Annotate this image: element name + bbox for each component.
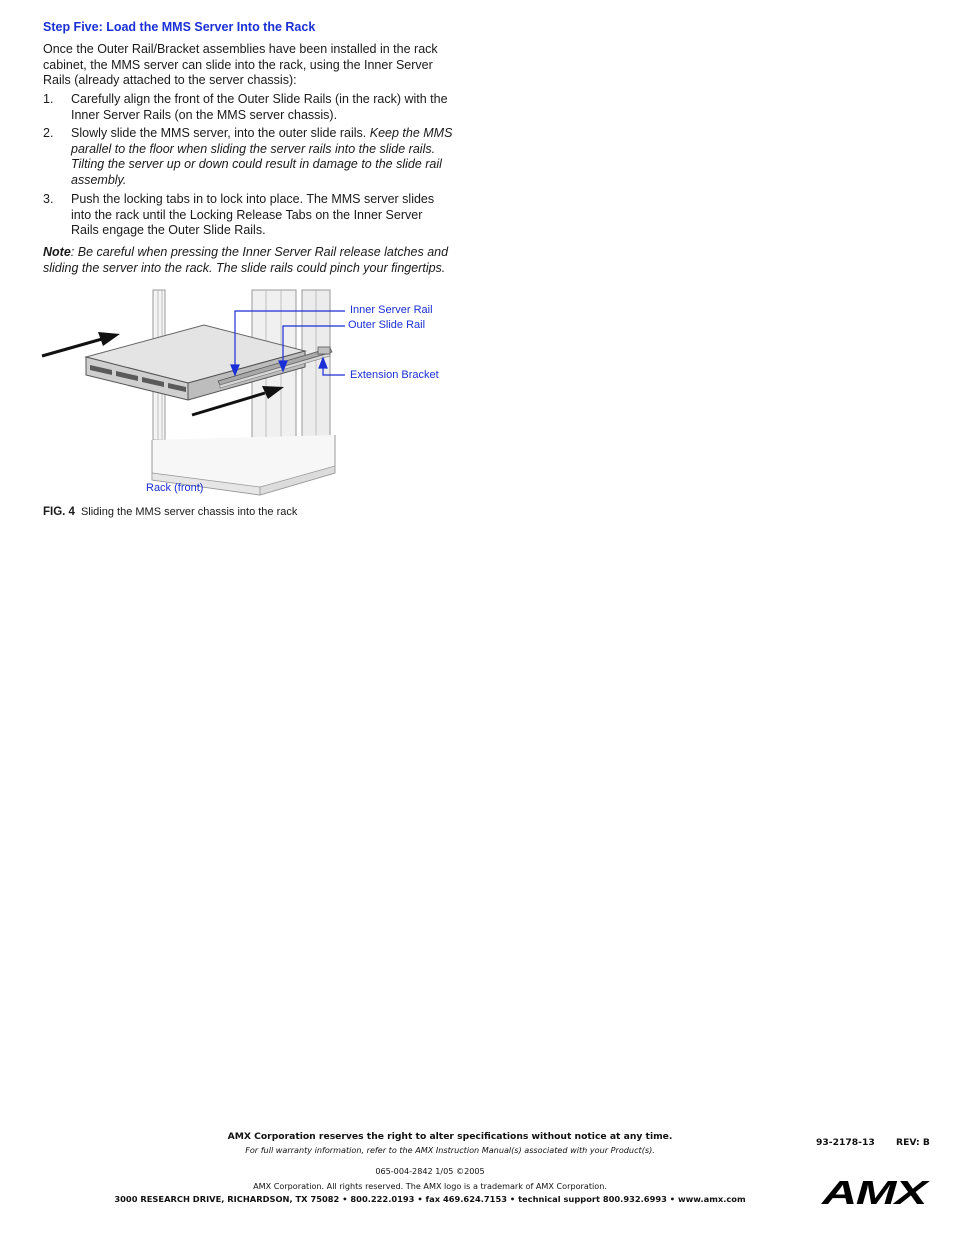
- footer-doc-code: 065-004-2842 1/05 ©2005: [375, 1166, 485, 1176]
- figure-caption: [43, 506, 297, 518]
- step-item: [43, 126, 453, 189]
- step-text: Slowly slide the MMS server, into the outer slide rails.: [71, 126, 370, 140]
- footer-warranty: For full warranty information, refer to the AMX Instruction Manual(s) associated with your Product(s).: [245, 1145, 655, 1155]
- part-number: 93-2178-13: [816, 1137, 875, 1148]
- step-item: [43, 92, 453, 123]
- figure-caption-text: Sliding the MMS server chassis into the rack: [80, 506, 298, 518]
- rack-illustration: [40, 285, 345, 503]
- footer-rights: AMX Corporation reserves the right to alter specifications without notice at any time.: [227, 1131, 673, 1142]
- footer-trademark: AMX Corporation. All rights reserved. The AMX logo is a trademark of AMX Corporation.: [253, 1181, 607, 1191]
- intro-paragraph: Once the Outer Rail/Bracket assemblies have been installed in the rack cabinet, the MMS server can slide into the rack, using the Inner Server Rails (already attached to the server chassis):: [43, 42, 438, 88]
- revision: REV: B: [896, 1137, 930, 1148]
- step-number: 1.: [43, 92, 54, 106]
- section-heading: Step Five: Load the MMS Server Into the Rack: [43, 20, 316, 34]
- step-text: Push the locking tabs in to lock into place. The MMS server slides into the rack until the Locking Release Tabs on the Inner Server Rails engage the Outer Slide Rails.: [71, 192, 435, 238]
- step-text: Carefully align the front of the Outer Slide Rails (in the rack) with the Inner Server Rails (on the MMS server chassis).: [71, 92, 448, 122]
- footer-address: 3000 RESEARCH DRIVE, RICHARDSON, TX 75082 • 800.222.0193 • fax 469.624.7153 • technical support 800.932.6993 • www.amx.com: [114, 1194, 746, 1204]
- caution-note: [43, 245, 453, 276]
- step-number: 2.: [43, 126, 54, 140]
- step-number: 3.: [43, 192, 54, 206]
- callout-extension-bracket: Extension Bracket: [350, 369, 439, 381]
- step-caution-text: Keep the MMS parallel to the floor when sliding the server rails into the slide rails. Tilting the server up or down could result in damage to the slide rail assembly.: [71, 126, 453, 188]
- step-item: [43, 192, 453, 239]
- callout-inner-server-rail: Inner Server Rail: [350, 304, 433, 316]
- note-label: Note: [43, 245, 71, 259]
- extension-bracket: [318, 347, 330, 354]
- callout-outer-slide-rail: Outer Slide Rail: [348, 319, 426, 331]
- insert-arrow-head: [98, 332, 120, 346]
- callout-rack-front: Rack (front): [146, 482, 204, 494]
- amx-logo: [818, 1176, 930, 1208]
- amx-logo-text: AMX: [820, 1176, 930, 1208]
- figure-number: FIG. 4: [43, 506, 75, 518]
- note-text: : Be careful when pressing the Inner Server Rail release latches and sliding the server into the rack. The slide rails could pinch your fingertips.: [43, 245, 449, 275]
